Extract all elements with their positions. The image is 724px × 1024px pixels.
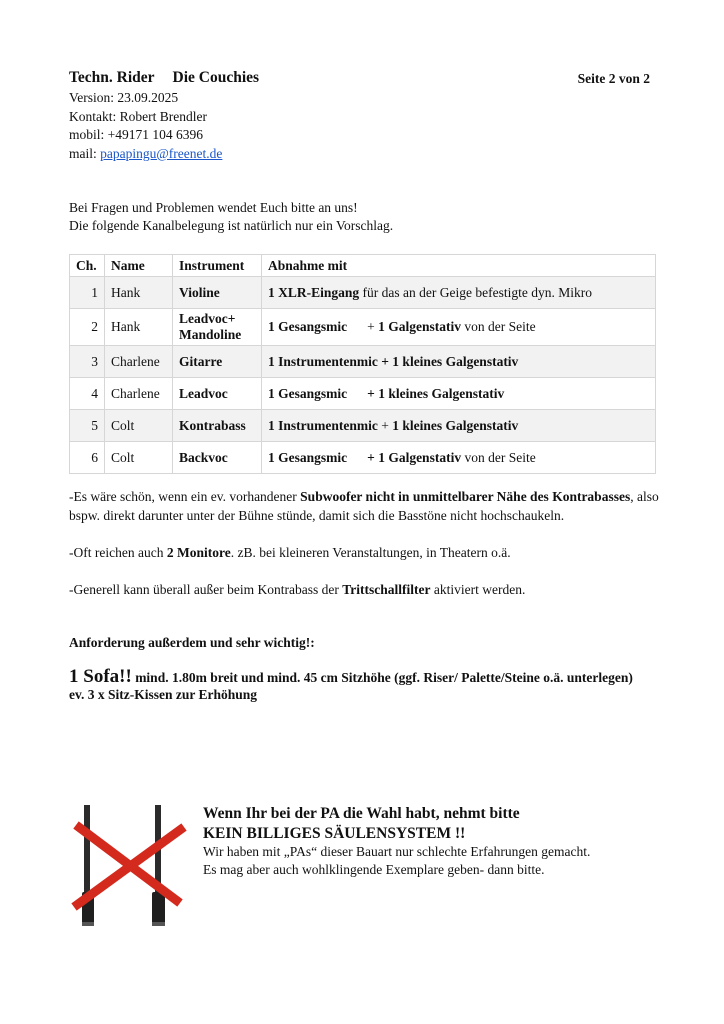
cell-instrument: Kontrabass bbox=[173, 410, 262, 442]
sofa-big: 1 Sofa!! bbox=[69, 666, 132, 687]
table-row bbox=[70, 378, 656, 410]
abnahme-plus: + bbox=[367, 319, 379, 334]
contact-name: Kontakt: Robert Brendler bbox=[69, 108, 207, 124]
note-text: aktiviert werden. bbox=[430, 582, 526, 597]
abnahme-bold-2: + 1 Galgenstativ bbox=[367, 449, 462, 465]
cell-instrument: Backvoc bbox=[173, 442, 262, 474]
pa-warning bbox=[203, 804, 590, 878]
intro-line-1: Bei Fragen und Problemen wendet Euch bitte an uns! bbox=[69, 200, 358, 215]
cell-abnahme bbox=[262, 442, 656, 474]
cell-name: Charlene bbox=[105, 378, 173, 410]
intro-line-2: Die folgende Kanalbelegung ist natürlich nur ein Vorschlag. bbox=[69, 218, 394, 234]
mobile-number: mobil: +49171 104 6396 bbox=[69, 127, 203, 143]
cell-instrument: Gitarre bbox=[173, 346, 262, 378]
sofa-line bbox=[69, 668, 669, 686]
doc-type: Techn. Rider bbox=[69, 69, 155, 86]
cell-ch: 6 bbox=[70, 442, 105, 474]
cell-name: Hank bbox=[105, 309, 173, 346]
cell-ch: 1 bbox=[70, 277, 105, 309]
cell-instrument: Leadvoc bbox=[173, 378, 262, 410]
contact-block bbox=[69, 89, 222, 163]
cushions-line: ev. 3 x Sitz-Kissen zur Erhöhung bbox=[69, 687, 258, 702]
abnahme-rest: von der Seite bbox=[461, 319, 536, 334]
cell-name: Charlene bbox=[105, 346, 173, 378]
cell-ch: 5 bbox=[70, 410, 105, 442]
notes-section bbox=[69, 487, 669, 617]
cell-ch: 2 bbox=[70, 309, 105, 346]
note-text: -Es wäre schön, wenn ein ev. vorhandener bbox=[69, 489, 301, 504]
pa-line-1: Wir haben mit „PAs“ dieser Bauart nur schlechte Erfahrungen gemacht. bbox=[203, 844, 591, 859]
cell-abnahme bbox=[262, 277, 656, 309]
cell-name: Hank bbox=[105, 277, 173, 309]
channel-table bbox=[69, 254, 656, 474]
abnahme-bold-2: + 1 kleines Galgenstativ bbox=[367, 385, 505, 401]
mail-line bbox=[69, 145, 222, 164]
band-name: Die Couchies bbox=[172, 69, 260, 86]
abnahme-rest: von der Seite bbox=[461, 449, 536, 465]
note-monitors bbox=[69, 543, 669, 562]
cell-ch: 3 bbox=[70, 346, 105, 378]
mail-link[interactable]: papapingu@freenet.de bbox=[100, 145, 223, 161]
table-header-row bbox=[70, 255, 656, 277]
abnahme-bold: 1 Gesangsmic bbox=[268, 449, 348, 465]
pa-heading-1: Wenn Ihr bei der PA die Wahl habt, nehmt bitte bbox=[203, 805, 520, 822]
table-row bbox=[70, 277, 656, 309]
pa-heading-2: KEIN BILLIGES SÄULENSYSTEM !! bbox=[203, 824, 466, 842]
cell-ch: 4 bbox=[70, 378, 105, 410]
requirement-heading: Anforderung außerdem und sehr wichtig!: bbox=[69, 635, 315, 650]
crossed-out-speakers-icon bbox=[68, 800, 192, 932]
cell-abnahme bbox=[262, 410, 656, 442]
sofa-requirement bbox=[69, 668, 669, 703]
abnahme-bold-2: 1 kleines Galgenstativ bbox=[392, 417, 519, 433]
note-subwoofer bbox=[69, 487, 669, 525]
cell-abnahme bbox=[262, 309, 656, 346]
abnahme-bold-2: 1 Galgenstativ bbox=[378, 319, 461, 334]
table-row bbox=[70, 410, 656, 442]
note-text: -Oft reichen auch bbox=[69, 545, 167, 560]
abnahme-plus: + bbox=[377, 417, 393, 433]
cell-name: Colt bbox=[105, 442, 173, 474]
intro-text bbox=[69, 199, 393, 236]
col-header-abnahme: Abnahme mit bbox=[262, 255, 656, 277]
col-header-name: Name bbox=[105, 255, 173, 277]
col-header-ch: Ch. bbox=[70, 255, 105, 277]
note-bold: Subwoofer nicht in unmittelbarer Nähe des Kontrabasses bbox=[300, 489, 631, 504]
page-number: Seite 2 von 2 bbox=[577, 71, 650, 86]
table-row bbox=[70, 309, 656, 346]
mail-label: mail: bbox=[69, 145, 101, 161]
cell-instrument: Violine bbox=[173, 277, 262, 309]
version: Version: 23.09.2025 bbox=[69, 90, 179, 105]
abnahme-rest: für das an der Geige befestigte dyn. Mikro bbox=[359, 284, 592, 300]
cell-instrument: Leadvoc+ Mandoline bbox=[173, 309, 262, 346]
note-bold: 2 Monitore bbox=[166, 545, 231, 560]
cell-abnahme bbox=[262, 378, 656, 410]
sofa-details: mind. 1.80m breit und mind. 45 cm Sitzhöhe (ggf. Riser/ Palette/Steine o.ä. unterlegen) bbox=[131, 670, 633, 685]
table-row bbox=[70, 442, 656, 474]
col-header-instrument: Instrument bbox=[173, 255, 262, 277]
abnahme-bold: 1 Instrumentenmic bbox=[268, 417, 378, 433]
document-title bbox=[69, 69, 259, 87]
abnahme-bold: 1 Instrumentenmic + 1 kleines Galgenstativ bbox=[268, 353, 519, 369]
note-filter bbox=[69, 580, 669, 599]
note-bold: Trittschallfilter bbox=[342, 582, 431, 597]
cell-abnahme bbox=[262, 346, 656, 378]
pa-line-2: Es mag aber auch wohlklingende Exemplare geben- dann bitte. bbox=[203, 861, 545, 877]
abnahme-bold: 1 XLR-Eingang bbox=[268, 284, 360, 300]
table-row bbox=[70, 346, 656, 378]
note-text: , also bspw. direkt darunter unter der Bühne stünde, damit sich die Basstöne nicht hochschaukeln. bbox=[69, 489, 659, 523]
note-text: -Generell kann überall außer beim Kontrabass der bbox=[69, 582, 343, 597]
abnahme-bold: 1 Gesangsmic bbox=[268, 319, 348, 334]
abnahme-bold: 1 Gesangsmic bbox=[268, 385, 348, 401]
note-text: . zB. bei kleineren Veranstaltungen, in Theatern o.ä. bbox=[230, 545, 511, 560]
cell-name: Colt bbox=[105, 410, 173, 442]
